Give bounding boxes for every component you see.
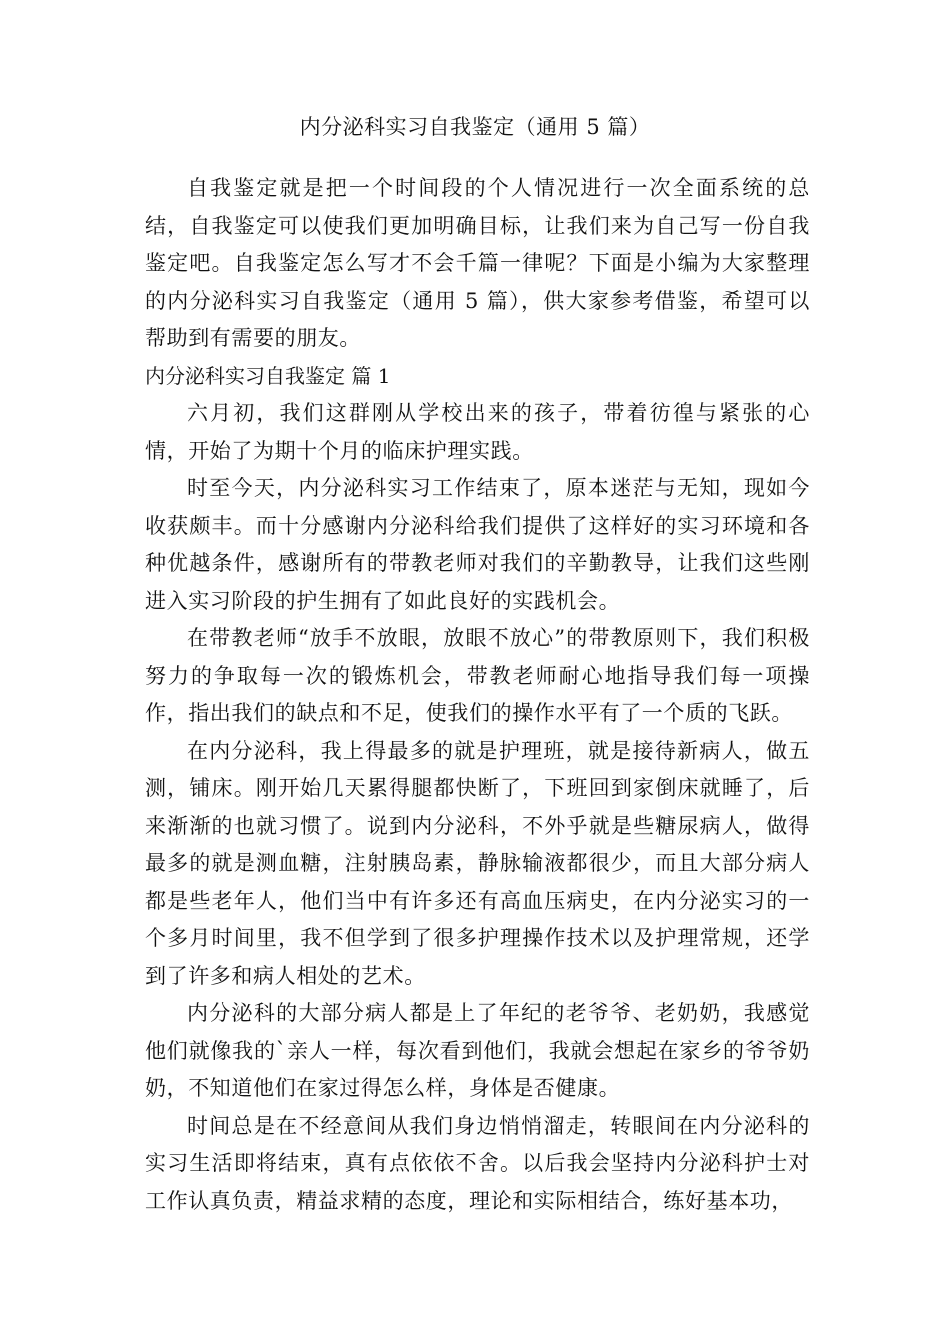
document-body (145, 170, 810, 1220)
section-heading: 内分泌科实习自我鉴定 篇 1 (145, 363, 391, 388)
body-paragraph-5: 内分泌科的大部分病人都是上了年纪的老爷爷、老奶奶，我感觉他们就像我的`亲人一样，每次看到他们，我就会想起在家乡的爷爷奶奶，不知道他们在家过得怎么样，身体是否健康。 (145, 1001, 810, 1100)
body-paragraph-1: 六月初，我们这群刚从学校出来的孩子，带着彷徨与紧张的心情，开始了为期十个月的临床护理实践。 (145, 401, 810, 463)
body-paragraph-3: 在带教老师“放手不放眼，放眼不放心”的带教原则下，我们积极努力的争取每一次的锻炼机会，带教老师耐心地指导我们每一项操作，指出我们的缺点和不足，使我们的操作水平有了一个质的飞跃。 (145, 626, 810, 725)
intro-paragraph: 自我鉴定就是把一个时间段的个人情况进行一次全面系统的总结，自我鉴定可以使我们更加明确目标，让我们来为自己写一份自我鉴定吧。自我鉴定怎么写才不会千篇一律呢？下面是小编为大家整理的内分泌科实习自我鉴定（通用 5 篇），供大家参考借鉴，希望可以帮助到有需要的朋友。 (145, 176, 810, 350)
body-paragraph-2: 时至今天，内分泌科实习工作结束了，原本迷茫与无知，现如今收获颇丰。而十分感谢内分泌科给我们提供了这样好的实习环境和各种优越条件，感谢所有的带教老师对我们的辛勤教导，让我们这些刚进入实习阶段的护生拥有了如此良好的实践机会。 (145, 476, 810, 613)
body-paragraph-4: 在内分泌科，我上得最多的就是护理班，就是接待新病人，做五测，铺床。刚开始几天累得腿都快断了，下班回到家倒床就睡了，后来渐渐的也就习惯了。说到内分泌科，不外乎就是些糖尿病人，做得最多的就是测血糖，注射胰岛素，静脉输液都很少，而且大部分病人都是些老年人，他们当中有许多还有高血压病史，在内分泌实习的一个多月时间里，我不但学到了很多护理操作技术以及护理常规，还学到了许多和病人相处的艺术。 (145, 738, 810, 988)
document-title: 内分泌科实习自我鉴定（通用 5 篇） (299, 115, 651, 139)
body-paragraph-6: 时间总是在不经意间从我们身边悄悄溜走，转眼间在内分泌科的实习生活即将结束，真有点依依不舍。以后我会坚持内分泌科护士对工作认真负责，精益求精的态度，理论和实际相结合，练好基本功， (145, 1113, 810, 1213)
